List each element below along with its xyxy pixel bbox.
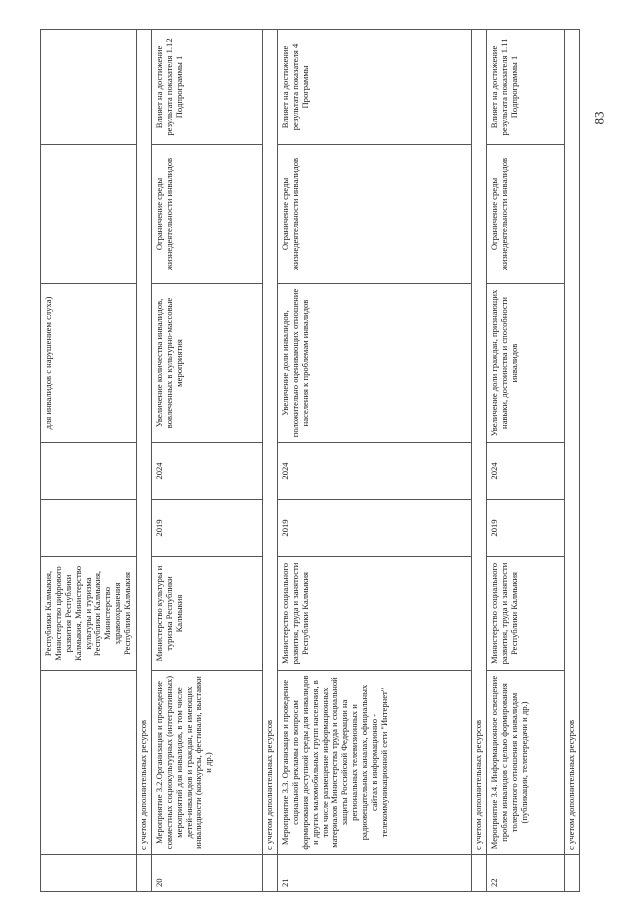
row-number: 20 (151, 855, 262, 892)
year-start: 2019 (486, 500, 564, 557)
note-row (565, 30, 580, 892)
note-text: с учетом дополнительных ресурсов (565, 30, 580, 855)
responsible-cell: Министерство социального развития, труда и занятости Республики Калмыкия (278, 557, 472, 671)
responsible-cell: Министерство культуры и туризма Республики Калмыкия (151, 557, 262, 671)
note-row (136, 30, 151, 892)
note-row (263, 30, 278, 892)
table-row (486, 30, 564, 892)
relation-cell: Влияет на достижение результата показателя 1.11 Подпрограммы 1 (486, 30, 564, 145)
page-number: 83 (591, 111, 607, 125)
row-number: 21 (278, 855, 472, 892)
year-start: 2019 (278, 500, 472, 557)
relation-cell: Влияет на достижение результата показателя 1.12 Подпрограммы 1 (151, 30, 262, 145)
table-sheet (40, 38, 580, 892)
note-text: с учетом дополнительных ресурсов (263, 30, 278, 855)
consequence-cell: Ограничение среды жизнедеятельности инвалидов (486, 145, 564, 284)
note-text: с учетом дополнительных ресурсов (471, 30, 486, 855)
note-text: с учетом дополнительных ресурсов (136, 30, 151, 855)
year-end: 2024 (486, 443, 564, 500)
responsible-cell: Министерство социального развития, труда и занятости Республики Калмыкия (486, 557, 564, 671)
table-row-continuation (41, 30, 137, 892)
relation-cell: Влияет на достижение результата показателя 4 Программы (278, 30, 472, 145)
consequence-cell: Ограничение среды жизнедеятельности инвалидов (278, 145, 472, 284)
consequence-cell: Ограничение среды жизнедеятельности инвалидов (151, 145, 262, 284)
year-end: 2024 (278, 443, 472, 500)
responsible-cell: Республики Калмыкия, Министерство цифрового развития Республики Калмыкия, Министерство культуры и туризма Республики Калмыкия, Министерство здравоохранения Республики Калмыкия (41, 557, 137, 671)
year-end: 2024 (151, 443, 262, 500)
result-cell: для инвалидов с нарушением слуха) (41, 284, 137, 443)
result-cell: Увеличение доли инвалидов, положительно оценивающих отношение населения к проблемам инвалидов (278, 284, 472, 443)
table-row (151, 30, 262, 892)
result-cell: Увеличение количества инвалидов, вовлеченных в культурно-массовые мероприятия (151, 284, 262, 443)
measures-table (40, 29, 580, 892)
measure-name: Мероприятие 3.3. Организация и проведение социальной рекламы по вопросам формирования доступной среды для инвалидов и других маломобильных групп населения, в том числе размещение информационных материалов Министерства труда и социальной защиты Российской Федерации на региональных телевизионных и радиовещательных каналах, официальных сайтах в информационно - телекоммуникационной сети "Интернет" (278, 671, 472, 855)
measure-name: Мероприятие 3.4. Информационное освещение проблем инвалидов с целью формирования толерантного отношения к инвалидам (публикации, телепередачи и др.) (486, 671, 564, 855)
result-cell: Увеличение доли граждан, признающих навыки, достоинства и способности инвалидов (486, 284, 564, 443)
note-row (471, 30, 486, 892)
measure-name: Мероприятие 3.2.Организация и проведение совместных социокультурных (интегративных) мероприятий для инвалидов, в том числе детей-инвалидов и граждан, не имеющих инвалидности (конкурсы, фестивали, выставки и др.) (151, 671, 262, 855)
row-number: 22 (486, 855, 564, 892)
table-row (278, 30, 472, 892)
year-start: 2019 (151, 500, 262, 557)
rotated-table-container (40, 38, 580, 892)
